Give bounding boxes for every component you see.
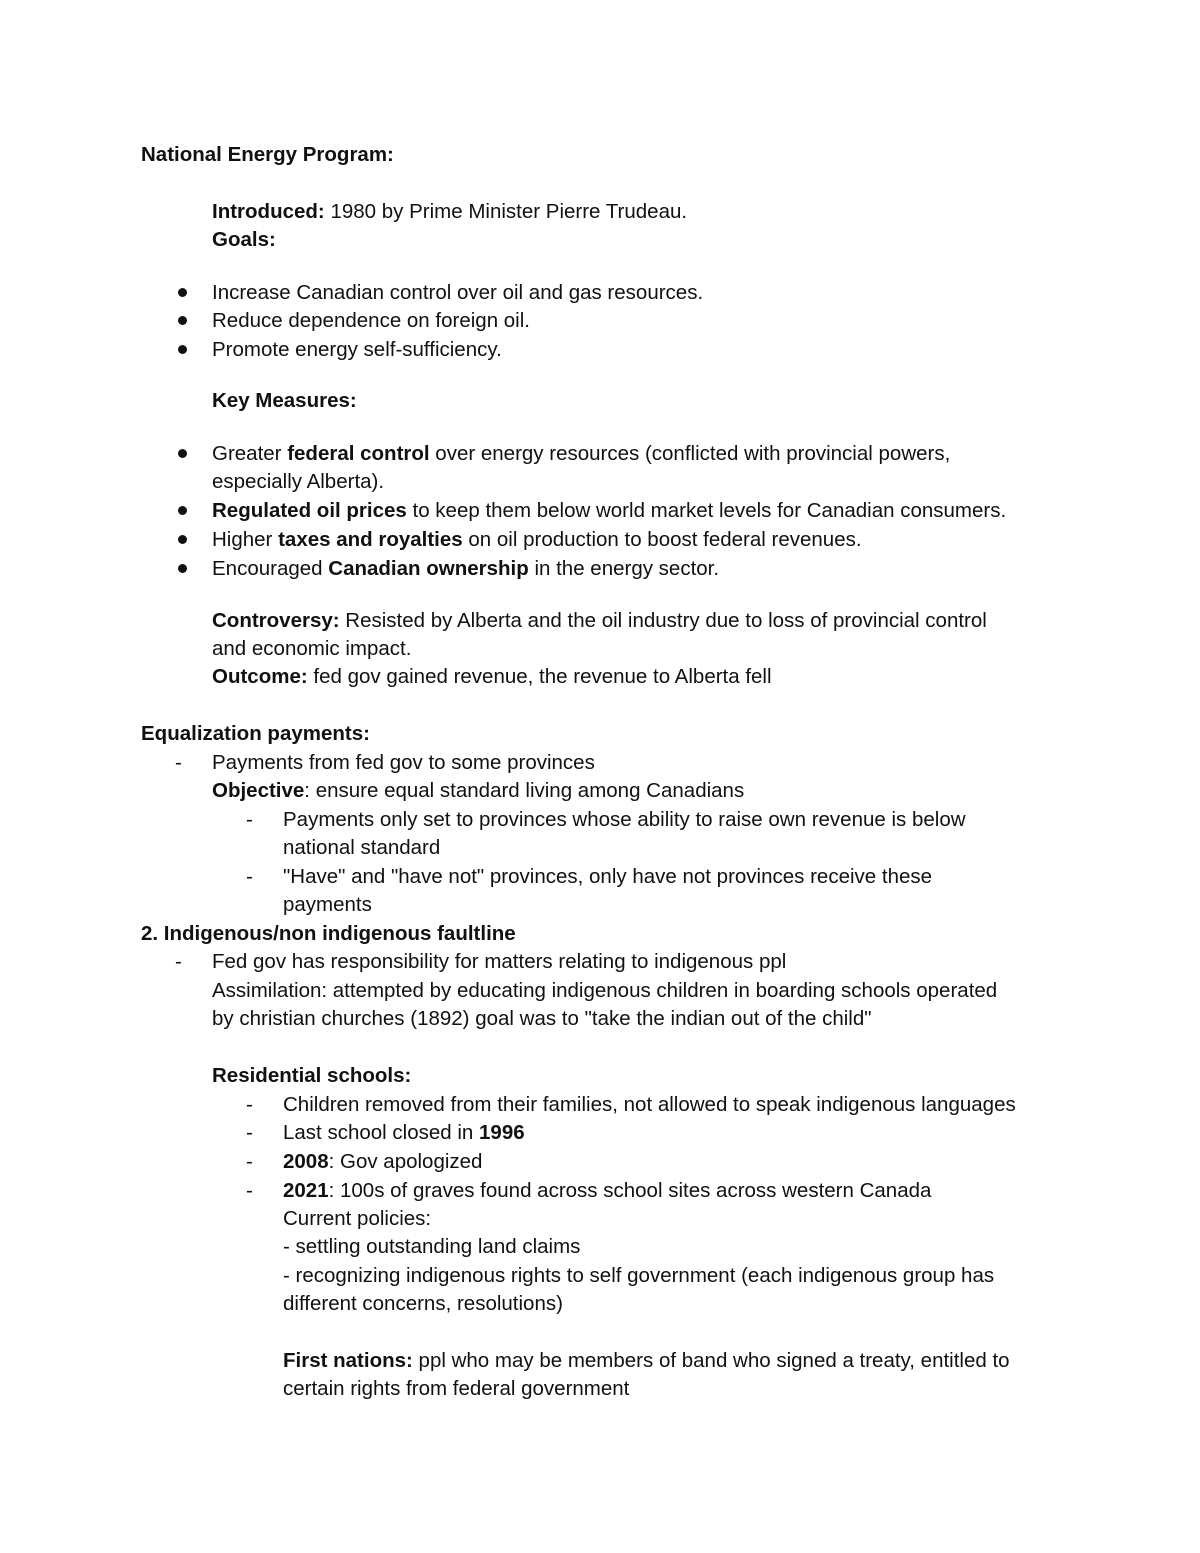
dash-marker: - [246,865,253,888]
bullet-icon [178,288,187,297]
measure-bold: Canadian ownership [328,557,529,580]
residential-item [283,1119,525,1147]
bullet-icon [178,506,187,515]
equalization-item: Payments from fed gov to some provinces [212,751,595,774]
first-nations-text: ppl who may be members of band who signed a treaty, entitled to [412,1349,1010,1372]
objective-text: : ensure equal standard living among Canadians [304,779,745,802]
dash-marker: - [246,1150,253,1173]
section-heading-nep: National Energy Program: [141,143,394,166]
goal-item: Reduce dependence on foreign oil. [212,309,530,332]
dash-marker: - [246,1121,253,1144]
first-nations-label: First nations: [283,1349,413,1372]
measure-text: in the energy sector. [528,557,720,580]
residential-text: Last school closed in [283,1121,480,1144]
bullet-icon [178,345,187,354]
measure-continuation: especially Alberta). [212,470,385,493]
equalization-subitem-continuation: payments [283,893,372,916]
measure-text: on oil production to boost federal revenues. [462,528,862,551]
policy-item: - recognizing indigenous rights to self government (each indigenous group has [283,1264,995,1287]
residential-item [283,1148,482,1176]
first-nations-continuation: certain rights from federal government [283,1377,630,1400]
measure-bold: taxes and royalties [278,528,463,551]
residential-year: 2008 [283,1150,329,1173]
bullet-icon [178,564,187,573]
residential-year: 2021 [283,1179,329,1202]
outcome-line [212,663,772,691]
measure-text: over energy resources (conflicted with provincial powers, [429,442,951,465]
controversy-text: Resisted by Alberta and the oil industry due to loss of provincial control [339,609,987,632]
measure-bold: Regulated oil prices [212,499,407,522]
equalization-subitem: Payments only set to provinces whose ability to raise own revenue is below [283,808,966,831]
bullet-icon [178,316,187,325]
introduced-line [212,198,687,226]
equalization-subitem: "Have" and "have not" provinces, only have not provinces receive these [283,865,933,888]
measure-item [212,440,950,468]
policy-item: - settling outstanding land claims [283,1235,581,1258]
objective-line [212,777,744,805]
objective-label: Objective [212,779,305,802]
measure-text: Greater [212,442,288,465]
controversy-continuation: and economic impact. [212,637,412,660]
dash-marker: - [246,1179,253,1202]
bullet-icon [178,535,187,544]
policy-item-continuation: different concerns, resolutions) [283,1292,563,1315]
residential-year: 1996 [479,1121,525,1144]
goal-item: Promote energy self-sufficiency. [212,338,502,361]
current-policies-label: Current policies: [283,1207,432,1230]
residential-text: : Gov apologized [328,1150,483,1173]
measure-text: Higher [212,528,279,551]
residential-schools-label: Residential schools: [212,1064,412,1087]
equalization-subitem-continuation: national standard [283,836,441,859]
goals-label: Goals: [212,228,276,251]
outcome-text: fed gov gained revenue, the revenue to Alberta fell [307,665,772,688]
section-heading-indigenous: 2. Indigenous/non indigenous faultline [141,922,516,945]
dash-marker: - [175,950,182,973]
dash-marker: - [246,1093,253,1116]
controversy-label: Controversy: [212,609,340,632]
measure-bold: federal control [287,442,430,465]
controversy-line [212,607,987,635]
measure-text: to keep them below world market levels for Canadian consumers. [406,499,1007,522]
indigenous-item: Fed gov has responsibility for matters relating to indigenous ppl [212,950,787,973]
dash-marker: - [246,808,253,831]
measure-item [212,526,862,554]
bullet-icon [178,449,187,458]
residential-item [283,1177,931,1205]
introduced-text: 1980 by Prime Minister Pierre Trudeau. [324,200,688,223]
goal-item: Increase Canadian control over oil and gas resources. [212,281,704,304]
outcome-label: Outcome: [212,665,308,688]
measure-item [212,497,1006,525]
residential-text: : 100s of graves found across school sites across western Canada [328,1179,932,1202]
dash-marker: - [175,751,182,774]
assimilation-line: Assimilation: attempted by educating indigenous children in boarding schools operated [212,979,998,1002]
first-nations-line [283,1347,1010,1375]
residential-item: Children removed from their families, not allowed to speak indigenous languages [283,1093,1016,1116]
section-heading-equalization: Equalization payments: [141,722,370,745]
measure-text: Encouraged [212,557,329,580]
key-measures-label: Key Measures: [212,389,357,412]
measure-item [212,555,719,583]
introduced-label: Introduced: [212,200,325,223]
assimilation-continuation: by christian churches (1892) goal was to "take the indian out of the child" [212,1007,872,1030]
